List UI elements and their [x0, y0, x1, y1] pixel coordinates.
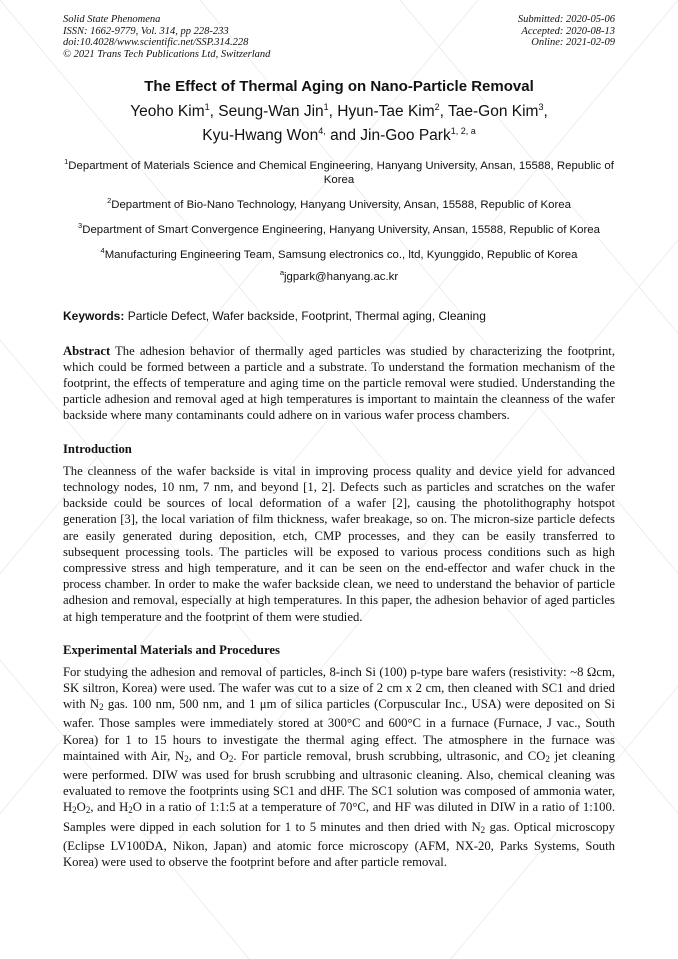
author-conjunction: and: [325, 126, 361, 144]
journal-info: [63, 14, 270, 60]
affiliation-number: 4: [100, 246, 105, 256]
date-submitted: Submitted: 2020-05-06: [517, 14, 615, 25]
keywords-text: Particle Defect, Wafer backside, Footprint, Thermal aging, Cleaning: [127, 308, 486, 323]
journal-copyright: © 2021 Trans Tech Publications Ltd, Switzerland: [63, 48, 271, 60]
affiliation-text: Department of Materials Science and Chemical Engineering, Hanyang University, Ansan, 15588, Republic of Korea: [68, 159, 614, 187]
author-affil-sup: 3: [538, 102, 544, 113]
journal-issn: ISSN: 1662-9779, Vol. 314, pp 228-233: [63, 25, 229, 37]
affiliation-number: 3: [78, 221, 83, 231]
author-affil-sup: 1: [204, 102, 210, 113]
affiliation-text: Department of Smart Convergence Engineering, Hanyang University, Ansan, 15588, Republic of Korea: [82, 224, 600, 237]
affiliation-text: Department of Bio-Nano Technology, Hanyang University, Ansan, 15588, Republic of Korea: [111, 199, 571, 212]
section-heading-experimental: Experimental Materials and Procedures: [63, 642, 280, 657]
section-heading-introduction: Introduction: [63, 441, 132, 456]
author-name: Seung-Wan Jin: [218, 103, 324, 121]
abstract-text: The adhesion behavior of thermally aged particles was studied by characterizing the footprint, which could be formed between a particle and a substrate. To understand the formation mechanism of the footprint, the effects of temperature and aging time on the particle removal were studied. Understanding the particle adhesion and removal aged at high temperatures is important to maintain the cleanness of the wafer backside where many contaminants could adhere on in various wafer process chambers.: [63, 343, 615, 423]
author-affil-sup: 1: [323, 102, 329, 113]
author-separator: ,: [439, 103, 448, 121]
keywords-label: Keywords:: [63, 308, 125, 323]
publication-dates: [518, 14, 615, 60]
author-name: Kyu-Hwang Won: [202, 126, 319, 144]
affiliation: [63, 154, 615, 189]
date-accepted: Accepted: 2020-08-13: [521, 25, 615, 37]
affiliation-number: 1: [64, 156, 69, 166]
introduction-text: The cleanness of the wafer backside is vital in improving process quality and device yield for advanced technology nodes, 10 nm, 7 nm, and beyond [1, 2]. Defects such as particles and scratches on the wafer backside could be sources of local deformation of a wafer [2], causing the photolithography hotspot generation [3], the local variation of film thickness, wafer breakage, so on. The micron-size particle defects are easily generated during deposition, etch, CMP processes, and they can be easily transferred to subsequent processing tools. The particles will be exposed to various process conditions such as high compressive stress and high temperature, and it can be seen on the end-effector and wafer chuck in the process chamber. In order to make the wafer backside clean, we need to understand the behavior of particle adhesion and removal, especially at high temperatures. In this paper, the adhesion behavior of aged particles at high temperature and the footprint of them were studied.: [63, 463, 615, 624]
affiliation-text: Manufacturing Engineering Team, Samsung electronics co., ltd, Kyunggido, Republic of Korea: [104, 248, 578, 261]
abstract: [63, 343, 615, 424]
experimental-text: For studying the adhesion and removal of particles, 8-inch Si (100) p-type bare wafers (resistivity: ~8 Ωcm, SK siltron, Korea) were used. The wafer was cut to a size of 2 cm x 2 cm, then cleaned with SC1 and dried with $N_2$ gas. 100 nm, 500 nm, and 1 μm of silica particles (Corpuscular Inc., USA) were deposited on Si wafer. Those samples were immediately stored at 300°C and 600°C in a furnace (Furnace, J vac., South Korea) for 1 to 15 hours to investigate the thermal aging effect. The atmosphere in the furnace was maintained with Air, $N_2$, and $O_2$. For particle removal, brush scrubbing, ultrasonic, and $CO_2$ jet cleaning were performed. DIW was used for brush scrubbing and ultrasonic cleaning. Also, chemical cleaning was evaluated to remove the footprints using SC1 and dHF. The SC1 solution was composed of ammonia water, $H_2O_2$, and $H_2O$ in a ratio of 1:1:5 at a temperature of 70°C, and HF was diluted in DIW in a ratio of 1:100. Samples were dipped in each solution for 1 to 5 minutes and then dried with $N_2$ gas. Optical microscopy (Eclipse LV100DA, Nikon, Japan) and atomic force microscopy (AFM, NX-20, Parks Systems, South Korea) were used to observe the footprint before and after particle removal.: [63, 664, 616, 869]
affiliation-number: 2: [107, 196, 112, 206]
author-name: Yeoho Kim: [130, 103, 205, 121]
journal-header: [63, 14, 615, 60]
date-online: Online: 2021-02-09: [531, 37, 615, 49]
author-name: Hyun-Tae Kim: [337, 103, 435, 121]
author-name: Jin-Goo Park: [360, 126, 451, 144]
affiliations: [63, 154, 615, 263]
affiliation: [63, 243, 615, 263]
author-list: [63, 98, 615, 144]
author-separator: ,: [328, 103, 338, 121]
email-address[interactable]: jgpark@hanyang.ac.kr: [284, 270, 399, 283]
email-marker: a: [279, 267, 285, 277]
affiliation: [63, 218, 615, 238]
affiliation: [63, 193, 615, 213]
corresponding-email: [63, 268, 615, 283]
journal-name: Solid State Phenomena: [63, 14, 161, 25]
author-name: Tae-Gon Kim: [448, 103, 539, 121]
author-separator: ,: [543, 103, 548, 121]
keywords: [63, 309, 615, 323]
author-affil-sup: 1, 2, a: [450, 125, 476, 136]
author-affil-sup: 2: [434, 102, 440, 113]
abstract-label: Abstract: [63, 343, 111, 358]
paper-title: The Effect of Thermal Aging on Nano-Particle Removal: [144, 78, 534, 96]
journal-doi[interactable]: doi:10.4028/www.scientific.net/SSP.314.228: [63, 37, 249, 49]
author-affil-sup: 4,: [318, 125, 326, 136]
author-separator: ,: [209, 103, 219, 121]
